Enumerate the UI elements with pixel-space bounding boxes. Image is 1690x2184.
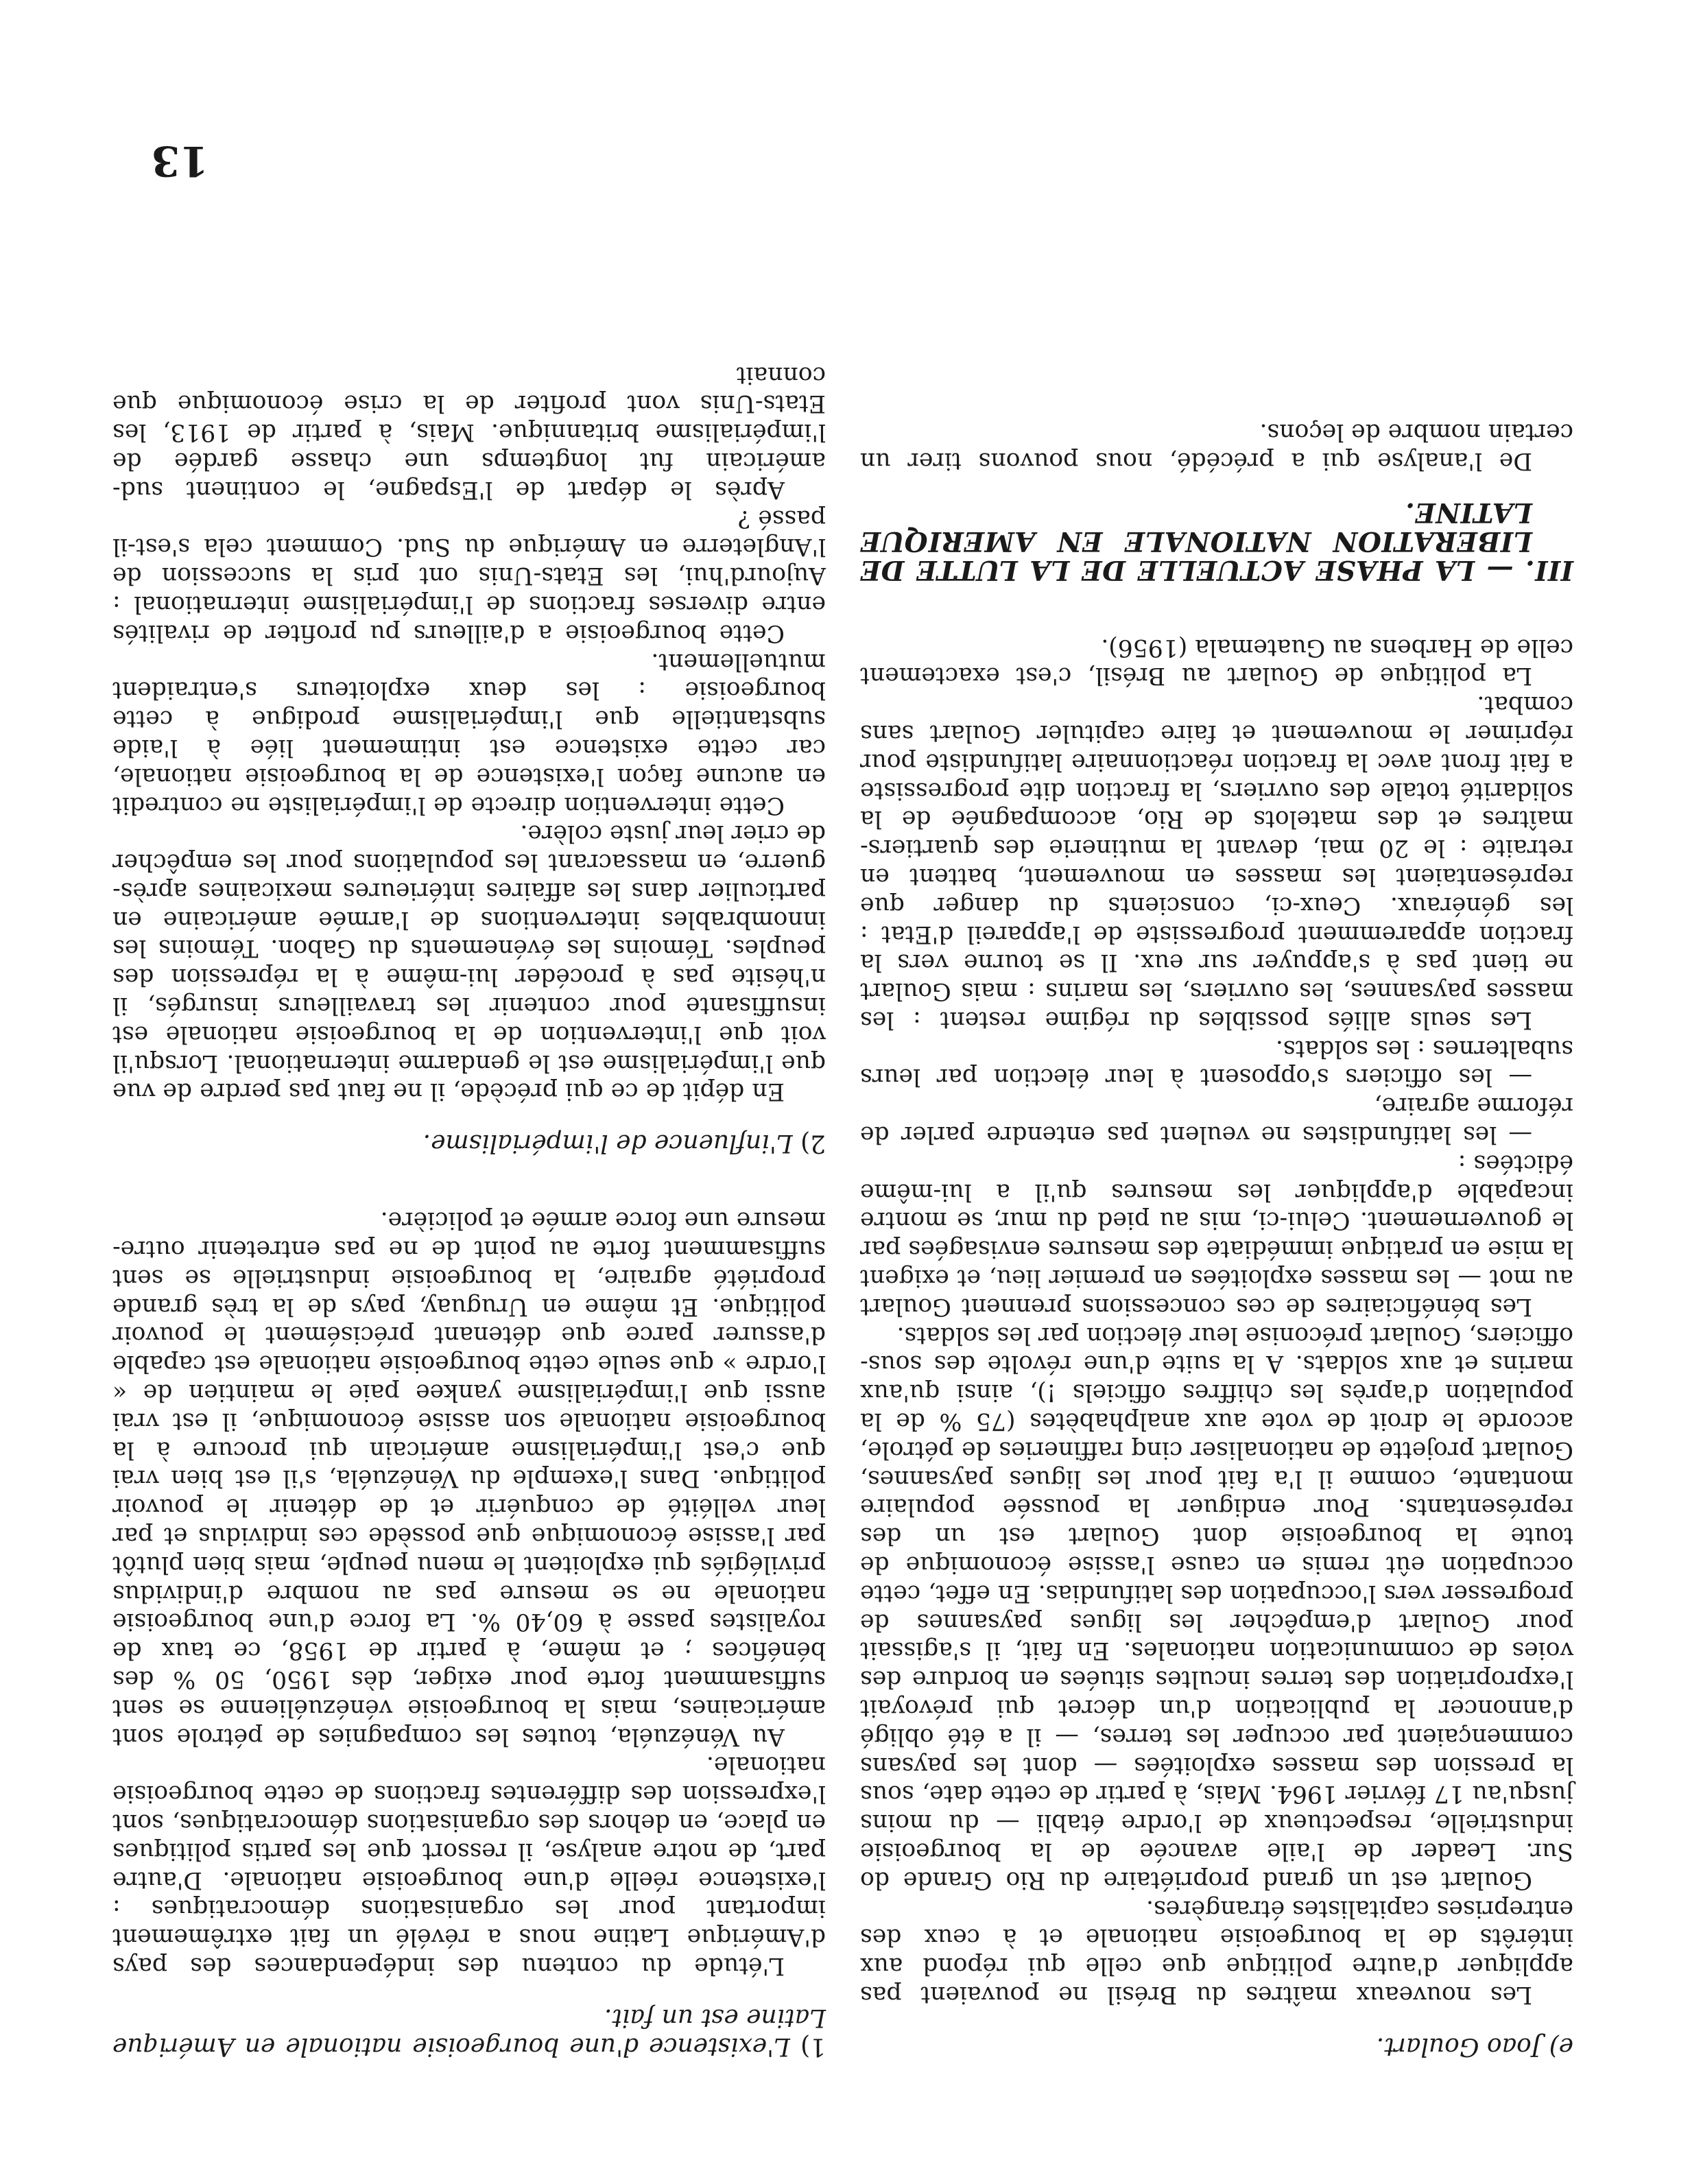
paragraph: Les seuls alliés possibles du régime restent : les masses paysannes, les ouvriers, les marins : mais Goulart ne tient pas à s'appuyer sur eux. Il se tourne vers la fraction apparemment progressiste de l'appareil d'Etat : les généraux. Ceux-ci, conscients du danger que représentaient les masses en mouvement, battent en retraite : le 20 mai, devant la mutinerie des quartiers-maîtres et des matelots de Rio, accompagnée de la solidarité totale des ouvriers, la fraction dite progressiste a fait front avec la fraction réactionnaire latifundiste pour réprimer le mouvement et faire capituler Goulart sans combat. [860, 691, 1573, 1034]
spacer [860, 584, 1573, 632]
list-item: — les latifundistes ne veulent pas entendre parler de réforme agraire, [860, 1092, 1573, 1149]
paragraph: Après le départ de l'Espagne, le continent sud-américain fut longtemps une chasse gardée de l'impérialisme britannique. Mais, à partir de 1913, les Etats-Unis vont profiter de la crise économique que connait [112, 361, 826, 503]
paragraph: Les bénéficiaires de ces concessions prennent Goulart au mot — les masses exploitées en premier lieu, et exigent la mise en pratique immédiate des mesures envisagées par le gouvernement. Celui-ci, mis au pied du mur, se montre incapable d'appliquer les mesures qu'il a lui-même édictées : [860, 1149, 1573, 1320]
heading-text: L'existence d'une bourgeoisie nationale en Amérique Latine est un fait. [112, 2004, 826, 2061]
left-column [860, 417, 1573, 2061]
spacer [112, 1157, 826, 1205]
section-heading-2 [112, 1128, 826, 1157]
paragraph: L'étude du contenu des indépendances des pays d'Amérique Latine nous a révélé un fait extrêmement important pour les organisations démocratiques : l'existence réelle d'une bourgeoisie nationale. D'autre part, de notre analyse, il ressort que les partis politiques en place, en dehors des organisations démocratiques, sont l'expression des différentes fractions de cette bourgeoisie nationale. [112, 1751, 826, 1980]
paragraph: Les nouveaux maîtres du Brésil ne pouvaient pas appliquer d'autre politique que celle qui répond aux intérêts de la bourgeoisie nationale et à ceux des entreprises capitalistes étrangères. [860, 1895, 1573, 2008]
subsection-heading-e: e) Joao Goulart. [1376, 2032, 1573, 2061]
paragraph: Cette intervention directe de l'impérialiste ne contredit en aucune façon l'existence de la bourgeoisie nationale, car cette existence est intimement liée à l'aide substantielle que l'impérialisme prodigue à cette bourgeoisie : les deux exploiteurs s'entraident mutuellement. [112, 648, 826, 819]
page-number: 13 [151, 136, 209, 185]
heading-number: 1) [800, 2032, 826, 2061]
section-heading-1 [112, 2003, 826, 2061]
paragraph: De l'analyse qui a précédé, nous pouvons tirer un certain nombre de leçons. [860, 418, 1573, 475]
right-column [112, 360, 826, 2061]
list-item: — les officiers s'opposent à leur élection par leurs subalternes : les soldats. [860, 1034, 1573, 1091]
paragraph: Goulart est un grand propriétaire du Rio Grande do Sur. Leader de l'aile avancée de la bourgeoisie industrielle, respectueux de l'ordre établi — du moins jusqu'au 17 février 1964. Mais, à partir de cette date, sous la pression des masses exploitées — dont les paysans commençaient par occuper les terres, — il a été obligé d'annoncer la publication d'un décret qui prévoyait l'expropriation des terres incultes situées en bordure des voies de communication nationales. En fait, il s'agissait pour Goulart d'empêcher les ligues paysannes de progresser vers l'occupation des latifundias. En effet, cette occupation eût remis en cause l'assise économique de toute la bourgeoisie dont Goulart est un des représentants. Pour endiguer la poussée populaire montante, comme il l'a fait pour les ligues paysannes, Goulart projette de nationaliser cinq raffineries de pétrole, accorde le droit de vote aux analphabètes (75 % de la population d'après les chiffres officiels !), ainsi qu'aux marins et aux soldats. A la suite d'une révolte des sous-officiers, Goulart préconise leur élection par les soldats. [860, 1321, 1573, 1894]
paragraph: La politique de Goulart au Brésil, c'est exactement celle de Harbens au Guatemala (1956). [860, 633, 1573, 690]
heading-number: 2) [800, 1129, 826, 1158]
section-heading-3: III. — LA PHASE ACTUELLE DE LA LUTTE DE LIBERATION NATIONALE EN AMERIQUE LATINE. [860, 496, 1573, 586]
paragraph: Cette bourgeoisie a d'ailleurs pu profiter de rivalités entre diverses fractions de l'impérialisme international : Aujourd'hui, les Etats-Unis ont pris la succession de l'Angleterre en Amérique du Sud. Comment cela s'est-il passé ? [112, 504, 826, 647]
paragraph: En dépit de ce qui précède, il ne faut pas perdre de vue que l'impérialisme est le gendarme international. Lorsqu'il voit que l'intervention de la bourgeoisie nationale est insuffisante pour contenir les travailleurs insurgés, il n'hésite pas à procéder lui-même à la répression des peuples. Témoins les événements du Gabon. Témoins les innombrables interventions de l'armée américaine en particulier dans les affaires intérieures mexicaines après-guerre, en massacrant les populations pour les empêcher de crier leur juste colère. [112, 820, 826, 1106]
paragraph: Au Vénézuéla, toutes les compagnies de pétrole sont américaines, mais la bourgeoisie vénézuélienne se sent suffisamment forte pour exiger, dès 1950, 50 % des bénéfices ; et même, à partir de 1958, ce taux de royalistes passe à 60,40 %. La force d'une bourgeoisie nationale ne se mesure pas au nombre d'individus privilégiés qui exploitent le menu peuple, mais bien plutôt par l'assise économique que possède ces individus et par leur velléité de conquérir et de détenir le pouvoir politique. Dans l'exemple du Vénézuéla, s'il est bien vrai que c'est l'impérialisme américain qui procure à la bourgeoisie nationale son assise économique, il est vrai aussi que l'impérialisme yankee paie le maintien de « l'ordre » que seule cette bourgeoisie nationale est capable d'assurer parce que détenant précisément le pouvoir politique. Et même en Uruguay, pays de la très grande propriété agraire, la bourgeoisie industrielle se sent suffisamment forte au point de ne pas entretenir outre-mesure une force armée et policière. [112, 1207, 826, 1750]
heading-text: L'influence de l'impérialisme. [422, 1129, 793, 1158]
